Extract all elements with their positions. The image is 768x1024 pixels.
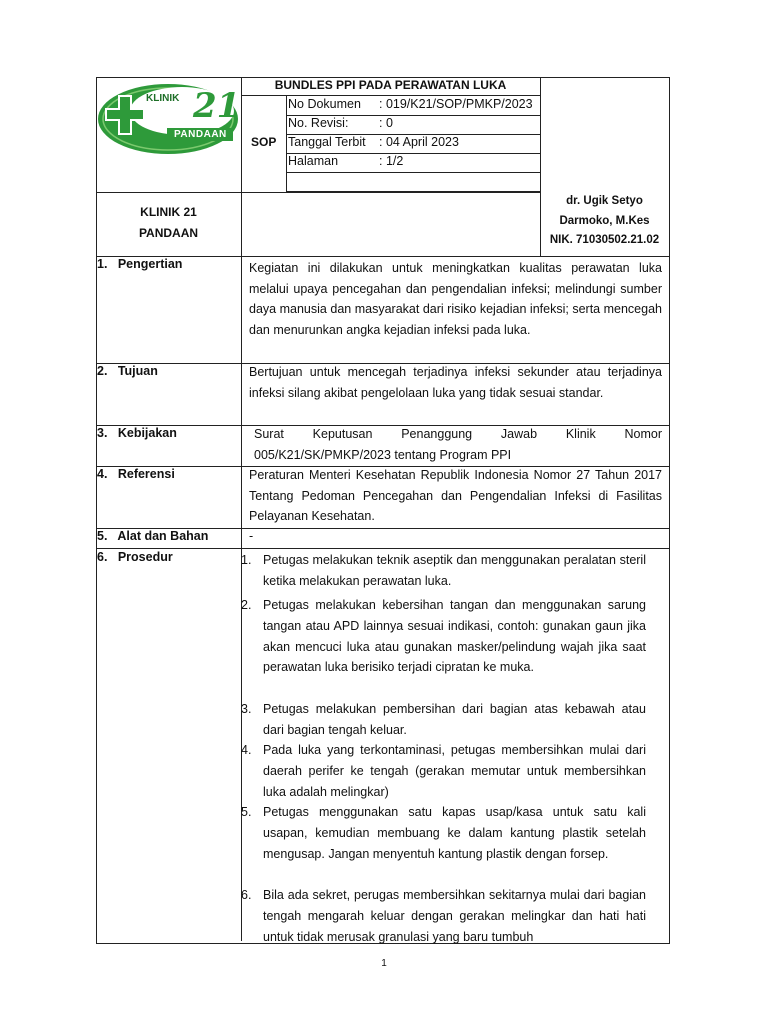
procedure-text-5: Petugas menggunakan satu kapas usap/kasa untuk satu kali usapan, kemudian membuang ke dalam kantung plastik setelah mengusap. Jangan menyentuh kantung plastik dengan forsep. bbox=[263, 805, 646, 861]
procedure-text-6: Bila ada sekret, perugas membersihkan sekitarnya mulai dari bagian tengah mengarah keluar dengan gerakan melingkar dan hati hati untuk tidak merusak granulasi yang baru tumbuh bbox=[263, 888, 646, 944]
logo-number: 21 bbox=[193, 86, 241, 126]
procedure-number-5: 5. bbox=[241, 805, 252, 819]
signer-name-line2: Darmoko, M.Kes bbox=[559, 214, 650, 227]
procedure-item-5 bbox=[241, 802, 646, 864]
clinic-name bbox=[96, 202, 241, 243]
procedure-item-3 bbox=[241, 699, 646, 741]
section-text-kebijakan: Surat Keputusan Penanggung Jawab Klinik Nomor 005/K21/SK/PMKP/2023 tentang Program PPI bbox=[254, 427, 662, 462]
sop-label: SOP bbox=[251, 135, 277, 149]
meta-label-no-dokumen: No Dokumen bbox=[288, 97, 361, 111]
procedure-number-6: 6. bbox=[241, 888, 252, 902]
section-label-kebijakan: 3. Kebijakan bbox=[97, 426, 177, 440]
section-text-tujuan: Bertujuan untuk mencegah terjadinya infeksi sekunder atau terjadinya infeksi silang akibat pengelolaan luka yang tidak sesuai standar. bbox=[249, 365, 662, 400]
procedure-number-1: 1. bbox=[241, 553, 252, 567]
procedure-item-6 bbox=[241, 885, 646, 947]
meta-value-halaman: : 1/2 bbox=[379, 154, 404, 168]
section-label-tujuan: 2. Tujuan bbox=[97, 364, 158, 378]
clinic-name-line1: KLINIK 21 bbox=[140, 205, 197, 219]
procedure-item-1 bbox=[241, 550, 646, 592]
signer-nik: NIK. 71030502.21.02 bbox=[549, 234, 660, 246]
meta-value-no-dokumen: : 019/K21/SOP/PMKP/2023 bbox=[379, 97, 533, 111]
procedure-text-4: Pada luka yang terkontaminasi, petugas membersihkan mulai dari daerah perifer ke tengah (gerakan memutar untuk membersihkan luka adalah melingkar) bbox=[263, 743, 646, 799]
document-title: BUNDLES PPI PADA PERAWATAN LUKA bbox=[274, 78, 507, 92]
section-text-referensi: Peraturan Menteri Kesehatan Republik Indonesia Nomor 27 Tahun 2017 Tentang Pedoman Pencegahan dan Pengendalian Infeksi di Fasilitas Pelayanan Kesehatan. bbox=[249, 468, 662, 524]
meta-label-halaman: Halaman bbox=[288, 154, 339, 168]
meta-value-tanggal-terbit: : 04 April 2023 bbox=[379, 135, 459, 149]
procedure-text-3: Petugas melakukan pembersihan dari bagian atas kebawah atau dari bagian tengah keluar. bbox=[263, 702, 646, 737]
procedure-number-4: 4. bbox=[241, 743, 252, 757]
section-label-pengertian: 1. Pengertian bbox=[97, 257, 183, 271]
logo-text-pandaan: PANDAAN bbox=[174, 129, 227, 140]
signer-block bbox=[540, 192, 669, 251]
clinic-logo bbox=[97, 83, 239, 155]
procedure-number-2: 2. bbox=[241, 598, 252, 612]
section-label-alat-bahan: 5. Alat dan Bahan bbox=[97, 529, 209, 543]
signer-name-line1: dr. Ugik Setyo bbox=[566, 195, 643, 207]
logo-text-klinik: KLINIK bbox=[146, 93, 180, 104]
section-text-alat-bahan: - bbox=[249, 529, 254, 543]
section-text-pengertian: Kegiatan ini dilakukan untuk meningkatkan kualitas perawatan luka melalui upaya pencegahan dan pengendalian infeksi; melindungi sumber daya manusia dan masyarakat dari risiko kejadian infeksi; serta mencegah dan menurunkan angka kejadian infeksi pada luka. bbox=[249, 261, 662, 337]
procedure-item-2 bbox=[241, 595, 646, 678]
meta-label-tanggal-terbit: Tanggal Terbit bbox=[288, 135, 366, 149]
procedure-item-4 bbox=[241, 740, 646, 802]
procedure-text-2: Petugas melakukan kebersihan tangan dan menggunakan sarung tangan atau APD lainnya sesuai indikasi, contoh: gunakan gaun jika akan mencuci luka atau gunakan masker/pelindung wajah jika saat perawatan luka berisiko terjadi cipratan ke muka. bbox=[263, 598, 646, 675]
clinic-name-line2: PANDAAN bbox=[138, 225, 199, 240]
page-number: 1 bbox=[381, 958, 387, 969]
section-label-referensi: 4. Referensi bbox=[97, 467, 175, 481]
meta-value-no-revisi: : 0 bbox=[379, 116, 393, 130]
procedure-number-3: 3. bbox=[241, 702, 252, 716]
meta-label-no-revisi: No. Revisi: bbox=[288, 116, 349, 130]
procedure-text-1: Petugas melakukan teknik aseptik dan menggunakan peralatan steril ketika melakukan perawatan luka. bbox=[263, 553, 646, 588]
section-label-prosedur: 6. Prosedur bbox=[97, 550, 173, 564]
